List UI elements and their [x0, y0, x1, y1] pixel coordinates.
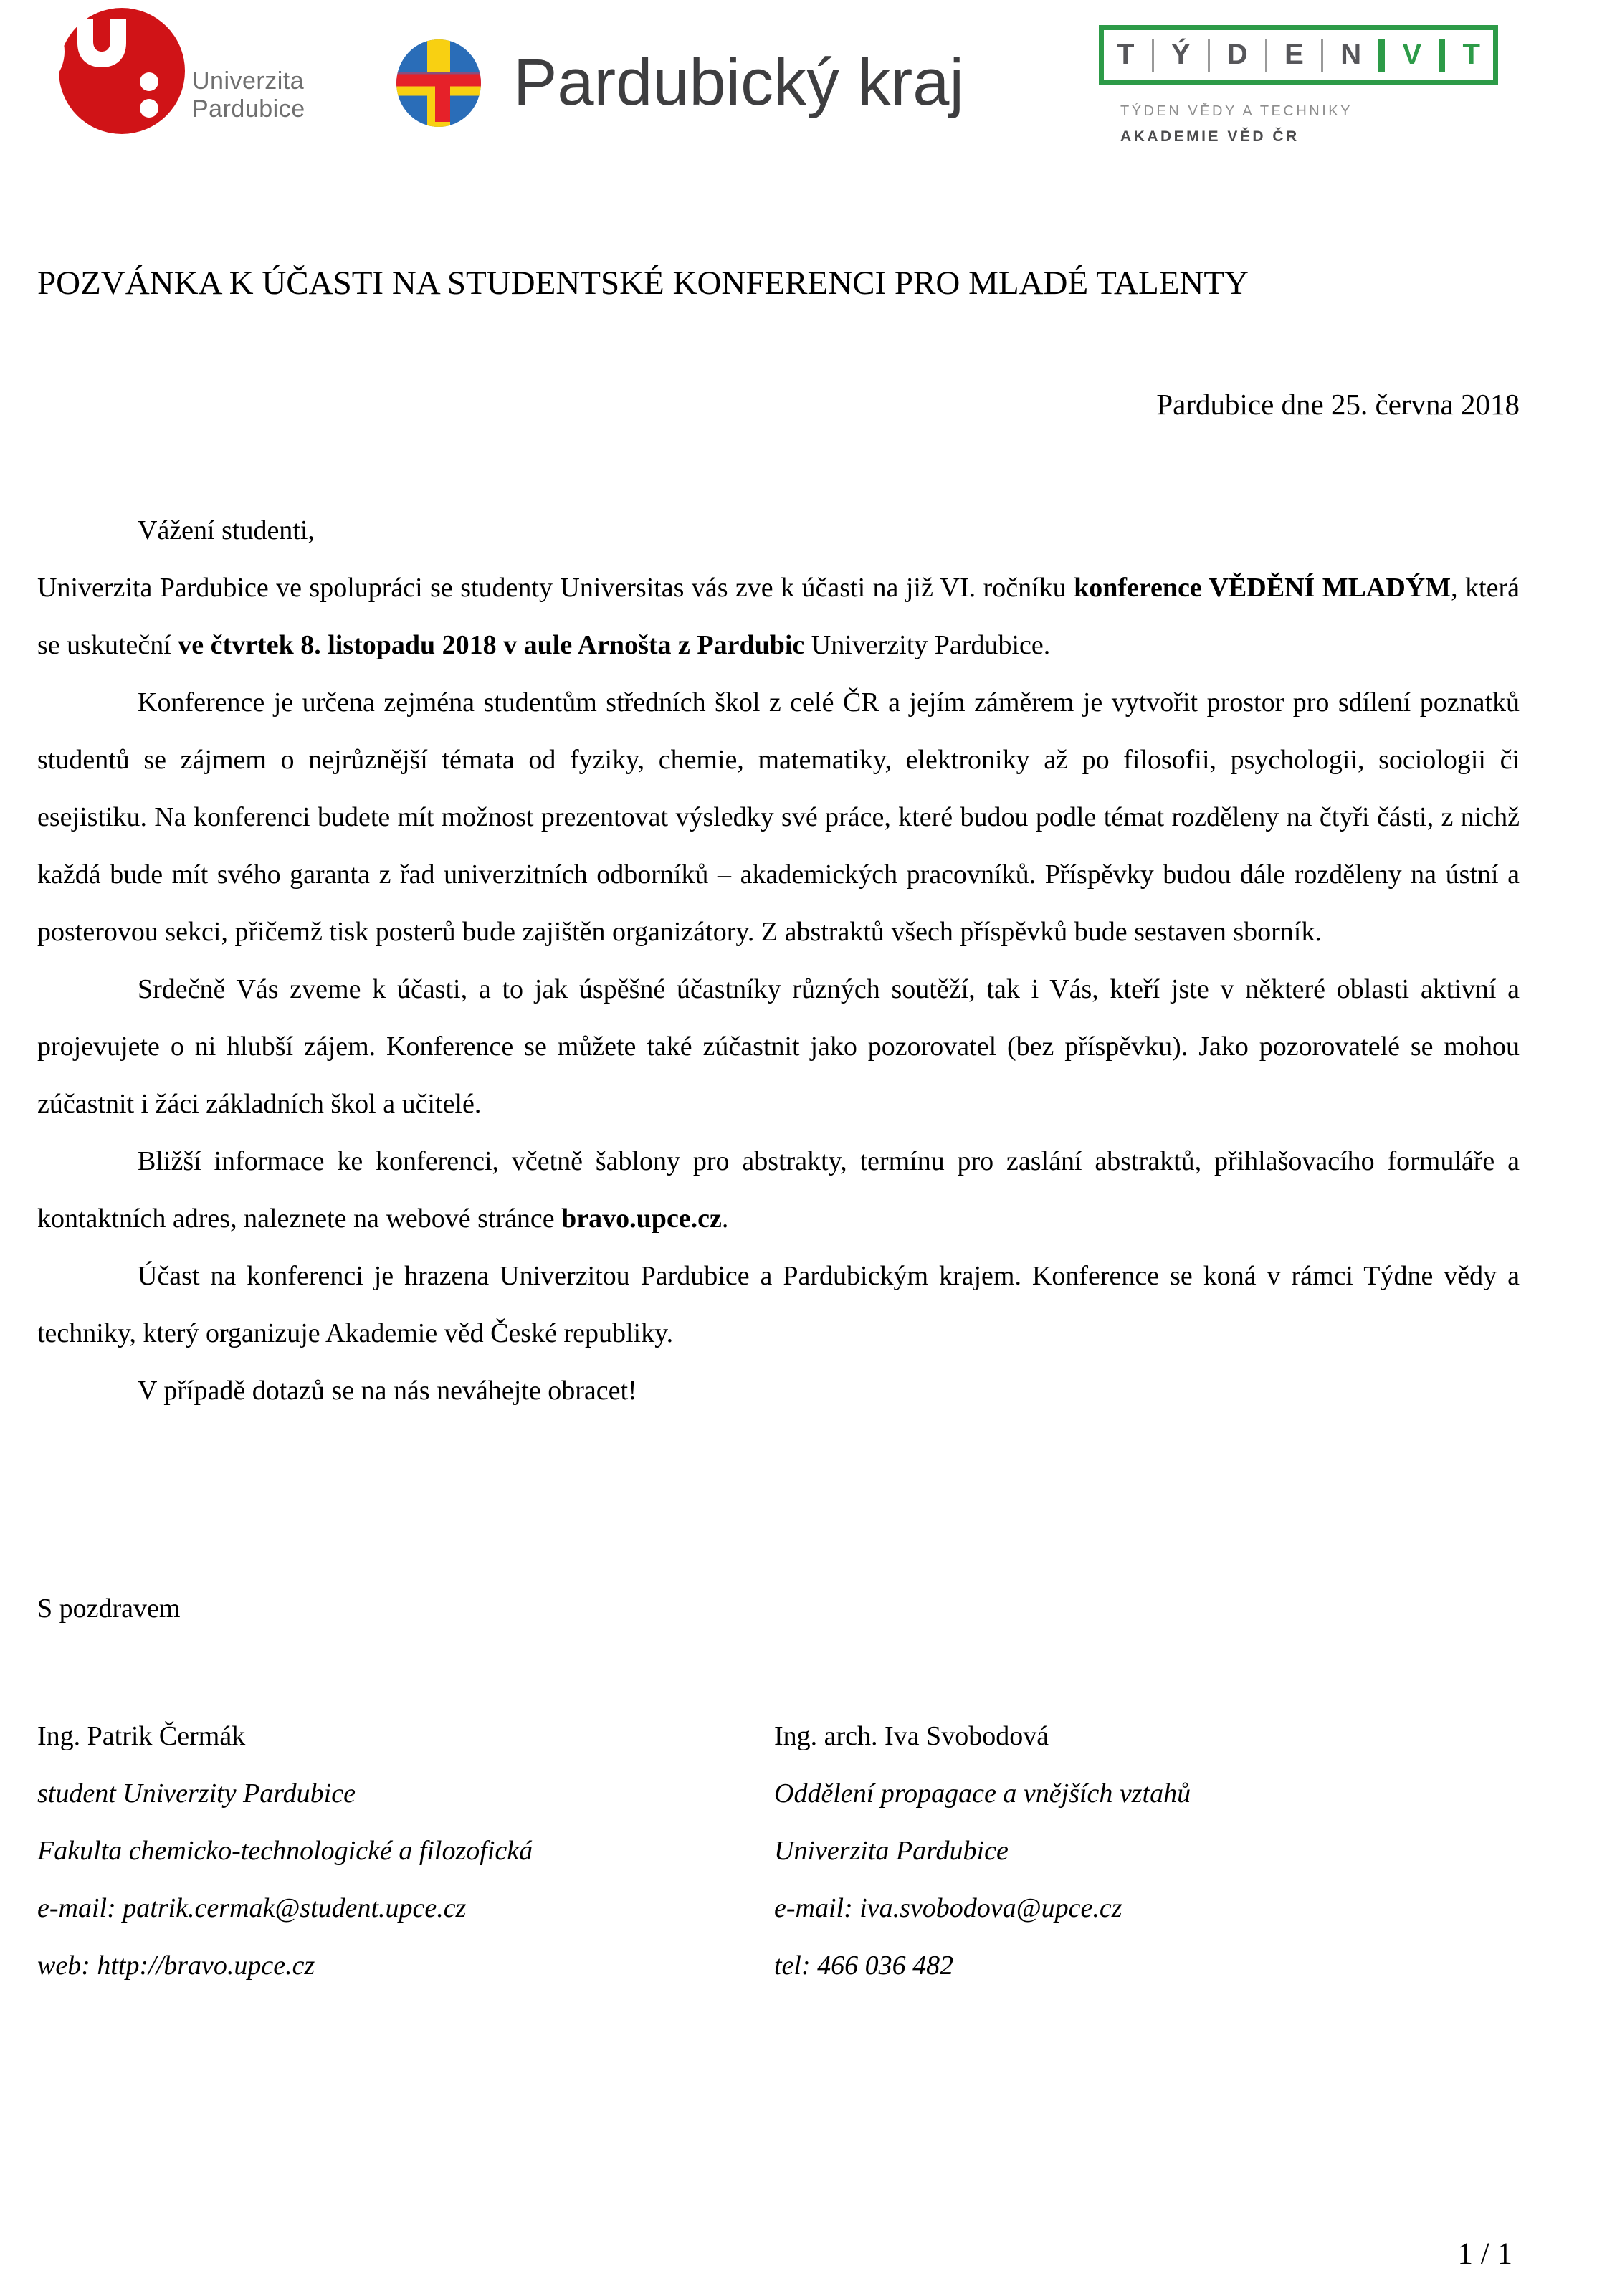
tvt-letter: Ý: [1171, 39, 1191, 70]
signature-line: web: http://bravo.upce.cz: [37, 1950, 315, 1981]
bold-text-run: bravo.upce.cz: [561, 1204, 722, 1234]
tvt-separator: [1265, 39, 1267, 72]
body-paragraph: [37, 502, 1520, 559]
tvt-separator: [1378, 39, 1385, 72]
bold-text-run: konference VĚDĚNÍ MLADÝM: [1074, 573, 1451, 603]
signature-line: Fakulta chemicko-technologické a filozofická: [37, 1836, 533, 1866]
signature-line: e-mail: patrik.cermak@student.upce.cz: [37, 1893, 467, 1923]
bold-text-run: ve čtvrtek 8. listopadu 2018 v aule Arnošta z Pardubic: [178, 630, 805, 660]
text-run: Univerzity Pardubice.: [804, 630, 1051, 660]
text-run: Srdečně Vás zveme k účasti, a to jak úspěšné účastníky různých soutěží, tak i Vás, kteří jste v některé oblasti aktivní a projevujete o ni hlubší zájem. Konference se můžete také zúčastnit jako pozorovatel (bez příspěvku). Jako pozorovatelé se mohou zúčastnit i žáci základních škol a učitelé.: [37, 974, 1520, 1119]
text-run: V případě dotazů se na nás neváhejte obracet!: [138, 1376, 637, 1406]
text-run: Univerzita Pardubice ve spolupráci se studenty Universitas vás zve k účasti na již VI. ročníku: [37, 573, 1074, 603]
signature-block-right: [774, 1707, 1191, 1994]
body-paragraph: [37, 1247, 1520, 1362]
page-number: 1 / 1: [1457, 2237, 1512, 2271]
text-run: Bližší informace ke konferenci, včetně šablony pro abstrakty, termínu pro zaslání abstraktů, přihlašovacího formuláře a kontaktních adres, naleznete na webové stránce: [37, 1146, 1520, 1234]
upce-wordmark-line1: Univerzita: [192, 67, 305, 95]
signature-line: Oddělení propagace a vnějších vztahů: [774, 1778, 1191, 1809]
tvt-logo: [1099, 25, 1498, 146]
text-run: Účast na konferenci je hrazena Univerzitou Pardubice a Pardubickým krajem. Konference se koná v rámci Týdne vědy a techniky, který organizuje Akademie věd České republiky.: [37, 1261, 1520, 1348]
letter-closing: S pozdravem: [37, 1594, 181, 1624]
tvt-letter: N: [1340, 39, 1362, 70]
letter-dateline: Pardubice dne 25. června 2018: [1156, 388, 1520, 421]
body-paragraph: [37, 961, 1520, 1133]
tvt-letter: V: [1402, 39, 1422, 70]
body-paragraph: [37, 1362, 1520, 1419]
signature-block-left: [37, 1707, 533, 1994]
tvt-separator: [1208, 39, 1210, 72]
letter-body: [37, 502, 1520, 1419]
text-run: Konference je určena zejména studentům středních škol z celé ČR a jejím záměrem je vytvořit prostor pro sdílení poznatků studentů se zájmem o nejrůznější témata od fyziky, chemie, matematiky, elektroniky až po filosofii, psychologii, sociologii či esejistiku. Na konferenci budete mít možnost prezentovat výsledky své práce, které budou podle témat rozděleny na čtyři části, z nichž každá bude mít svého garanta z řad univerzitních odborníků – akademických pracovníků. Příspěvky budou dále rozděleny na ústní a posterovou sekci, přičemž tisk posterů bude zajištěn organizátory. Z abstraktů všech příspěvků bude sestaven sborník.: [37, 687, 1520, 947]
pardubicky-kraj-emblem-icon: [396, 39, 482, 128]
signature-line: e-mail: iva.svobodova@upce.cz: [774, 1893, 1122, 1923]
univerzita-pardubice-logo-icon: [56, 7, 186, 136]
body-paragraph: [37, 559, 1520, 674]
signature-line: student Univerzity Pardubice: [37, 1778, 356, 1809]
signature-line: Ing. Patrik Čermák: [37, 1721, 246, 1751]
tvt-letter: T: [1462, 39, 1480, 70]
upce-wordmark-line2: Pardubice: [192, 95, 305, 123]
letter-title: POZVÁNKA K ÚČASTI NA STUDENTSKÉ KONFERENCI PRO MLADÉ TALENTY: [37, 265, 1249, 302]
signature-line: tel: 466 036 482: [774, 1950, 954, 1981]
tvt-letter: E: [1284, 39, 1304, 70]
tvt-separator: [1321, 39, 1323, 72]
text-run: .: [721, 1204, 729, 1234]
text-run: , která se uskuteční: [37, 573, 1520, 660]
tvt-letter: D: [1226, 39, 1248, 70]
upce-logo-wordmark: [192, 67, 305, 123]
signature-line: Ing. arch. Iva Svobodová: [774, 1721, 1049, 1751]
tvt-letterbox: [1099, 25, 1498, 85]
tvt-separator: [1439, 39, 1445, 72]
tvt-caption-line2: AKADEMIE VĚD ČR: [1120, 128, 1300, 145]
tvt-letter: T: [1117, 39, 1135, 70]
body-paragraph: [37, 674, 1520, 961]
pardubicky-kraj-wordmark: Pardubický kraj: [513, 46, 964, 119]
tvt-caption-line1: TÝDEN VĚDY A TECHNIKY: [1120, 103, 1353, 119]
signature-line: Univerzita Pardubice: [774, 1836, 1009, 1866]
text-run: Vážení studenti,: [138, 515, 315, 546]
body-paragraph: [37, 1133, 1520, 1247]
tvt-separator: [1152, 39, 1154, 72]
